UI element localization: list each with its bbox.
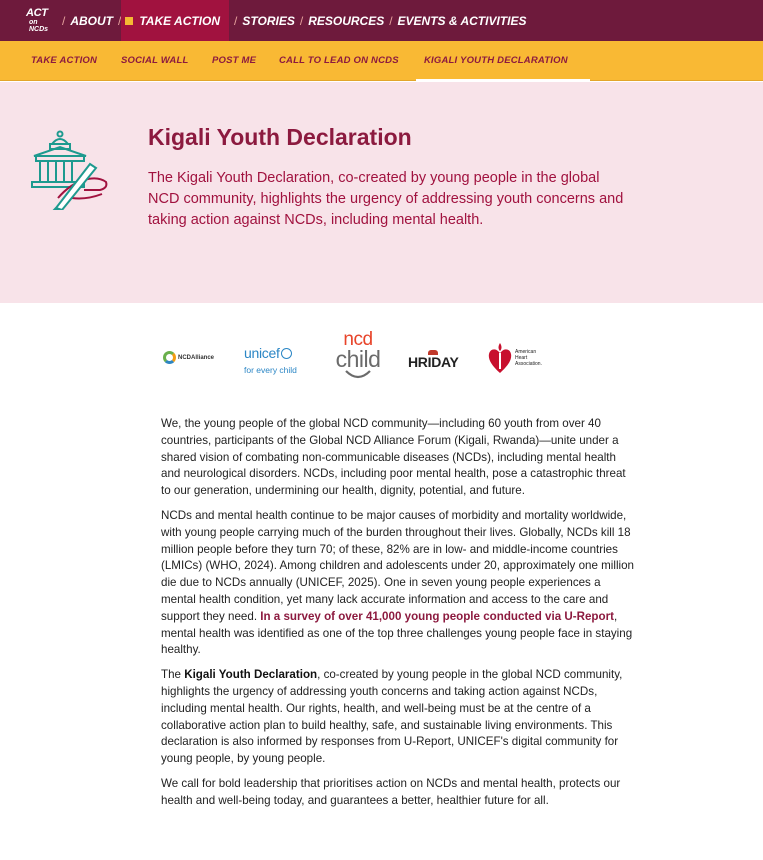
nav-separator: / — [118, 13, 122, 28]
unicef-name: unicef — [244, 345, 280, 361]
unicef-tagline: for every child — [244, 365, 297, 375]
paragraph-burden-text: NCDs and mental health continue to be major causes of morbidity and mortality worldwide, with young people carrying much of the burden throughout their lives. Globally, NCDs kill 18 million people before they turn 70; of these, 82% are in low- and middle-income countries (LMICs) (WHO, 2024). Among children and adolescents under 20, approximately one million die due to NCDs annually (UNICEF, 2025). One in seven young people experiences a mental health condition, yet many lack accurate information and access to the care and support they need. — [161, 508, 634, 623]
top-nav — [0, 0, 763, 41]
hriday-logo — [408, 350, 459, 370]
u-report-survey-link[interactable]: In a survey of over 41,000 young people conducted via U-Report — [260, 609, 614, 623]
ncd-alliance-ring-icon — [163, 351, 176, 364]
declaration-name: Kigali Youth Declaration — [184, 668, 318, 682]
ncd-child-bottom: child — [335, 346, 381, 372]
nav-events-activities[interactable]: EVENTS & ACTIVITIES — [397, 13, 527, 28]
paragraph-declaration-text: , co-created by young people in the global NCD community, highlights the urgency of addressing youth concerns and taking action against NCDs, including mental health. Our rights, health, and well-being must be at the centre of a collaborative action plan to build healthy, safe, and sustainable living environments. This declaration is also informed by responses from U-Report, UNICEF's digital community for young people, by young people. — [161, 668, 623, 766]
paragraph-burden — [161, 508, 637, 659]
paragraph-declaration — [161, 667, 637, 768]
ncd-alliance-name: NCDAlliance — [178, 354, 215, 361]
nav-take-action[interactable] — [121, 0, 229, 41]
nav-take-action-label: TAKE ACTION — [139, 13, 221, 28]
subnav-call-to-lead[interactable]: CALL TO LEAD ON NCDS — [279, 55, 399, 66]
hriday-name: HRIDAY — [408, 354, 459, 370]
paragraph-call: We call for bold leadership that prioritises action on NCDs and mental health, protects our health and well-being today, and guarantees a better, healthier future for all. — [161, 776, 621, 807]
declaration-content — [161, 416, 637, 818]
aha-line-2: Heart — [515, 355, 528, 361]
subnav-post-me[interactable]: POST ME — [212, 55, 257, 66]
ncd-child-top: ncd — [343, 329, 373, 350]
active-marker-icon — [125, 17, 133, 25]
unicef-globe-icon — [281, 348, 292, 359]
logo-line-1: ACT — [26, 7, 48, 19]
nav-separator: / — [234, 13, 238, 28]
act-on-ncds-logo[interactable] — [26, 7, 56, 35]
paragraph-burden-text-end: , mental health was identified as one of the top three challenges young people face in staying healthy. — [161, 609, 633, 657]
partner-logos — [160, 328, 580, 394]
aha-line-1: American — [515, 349, 537, 355]
subnav-social-wall[interactable]: SOCIAL WALL — [121, 55, 189, 66]
aha-logo — [487, 341, 542, 375]
subnav-kigali-youth-declaration[interactable]: KIGALI YOUTH DECLARATION — [416, 41, 590, 81]
hero-description: The Kigali Youth Declaration, co-created by young people in the global NCD community, highlights the urgency of addressing youth concerns and taking action against NCDs, including mental health. — [148, 170, 624, 228]
nav-separator: / — [62, 13, 66, 28]
hero-banner — [0, 82, 763, 303]
unicef-logo — [244, 345, 297, 375]
nav-separator: / — [389, 13, 393, 28]
nav-resources[interactable]: RESOURCES — [308, 13, 385, 28]
page-title: Kigali Youth Declaration — [148, 124, 412, 150]
heart-torch-icon — [487, 341, 513, 375]
sub-nav — [0, 41, 763, 81]
aha-line-3: Association. — [515, 361, 542, 367]
nav-stories[interactable]: STORIES — [242, 13, 295, 28]
nav-separator: / — [299, 13, 304, 28]
logo-line-2: on NCDs — [29, 19, 49, 33]
nav-about[interactable]: ABOUT — [70, 13, 114, 28]
ncd-alliance-logo — [163, 351, 214, 364]
subnav-take-action[interactable]: TAKE ACTION — [31, 55, 98, 66]
declaration-signing-icon — [28, 128, 110, 210]
paragraph-intro: We, the young people of the global NCD community—including 60 youth from over 40 countries, participants of the Global NCD Alliance Forum (Kigali, Rwanda)—unite under a shared vision of combating non-communicable diseases (NCDs), including mental health and neurological disorders. NCDs, including poor mental health, pose a catastrophic threat to our generation, undermining our health, dignity, potential, and future. — [161, 417, 626, 498]
ncd-child-logo — [328, 330, 388, 381]
paragraph-declaration-lead: The — [161, 668, 185, 682]
